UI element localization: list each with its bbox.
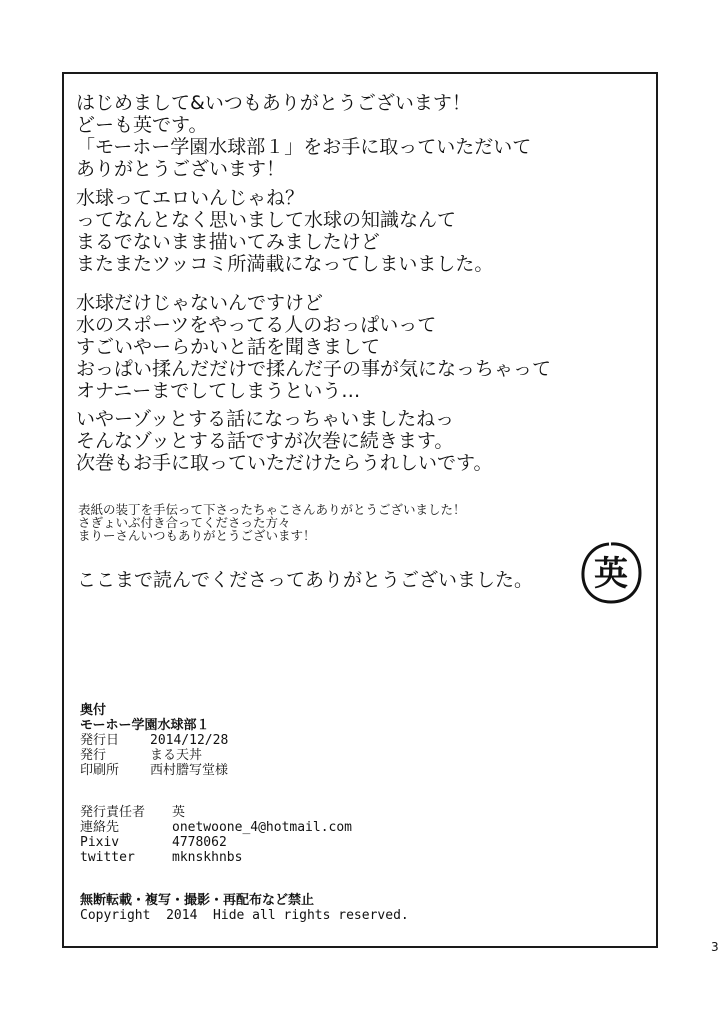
story-paragraph xyxy=(76,292,551,402)
text-line: はじめまして&いつもありがとうございます！ xyxy=(76,92,471,114)
text-line: オナニーまでしてしまうという… xyxy=(76,380,361,402)
text-line: そんなゾッとする話ですが次巻に続きます。 xyxy=(76,430,454,452)
row-label: 発行日 xyxy=(80,733,120,748)
rights-block xyxy=(80,893,409,923)
row-value: onetwoone_4@hotmail.com xyxy=(172,820,353,835)
text-line: いやーゾッとする話になっちゃいましたねっ xyxy=(76,408,455,430)
colophon-row xyxy=(80,850,352,865)
notice-line: 無断転載・複写・撮影・再配布など禁止 xyxy=(80,893,315,908)
text-line: ってなんとなく思いまして水球の知識なんて xyxy=(76,209,457,231)
text-line: 「モーホー学園水球部１」をお手に取っていただいて xyxy=(76,136,532,158)
colophon-title: 奥付 xyxy=(80,703,107,718)
colophon-row xyxy=(80,733,228,748)
row-label: 発行責任者 xyxy=(80,805,146,820)
text-line: 水球だけじゃないんですけど xyxy=(76,292,324,314)
text-line: 水球ってエロいんじゃね？ xyxy=(76,187,305,209)
colophon-row xyxy=(80,763,228,778)
row-label: twitter xyxy=(80,850,135,865)
text-line: すごいやーらかいと話を聞きまして xyxy=(76,336,381,358)
text-line: 水のスポーツをやってる人のおっぱいって xyxy=(76,314,437,336)
contact-block xyxy=(80,805,352,865)
greeting-paragraph xyxy=(76,92,531,180)
text-line: おっぱい揉んだだけで揉んだ子の事が気になっちゃって xyxy=(76,358,552,380)
text-line: またまたツッコミ所満載になってしまいました。 xyxy=(76,253,494,275)
row-value: まる天丼 xyxy=(150,748,203,763)
copyright-line: Copyright 2014 Hide all rights reserved. xyxy=(80,908,409,923)
colophon-row xyxy=(80,835,352,850)
colophon-row xyxy=(80,820,352,835)
row-value: mknskhnbs xyxy=(172,850,243,865)
page-number: 3 xyxy=(711,940,719,954)
next-volume-paragraph xyxy=(76,408,492,474)
text-line: ありがとうございます！ xyxy=(76,158,286,180)
row-label: 印刷所 xyxy=(80,763,120,778)
closing-line: ここまで読んでくださってありがとうございました。 xyxy=(77,569,534,591)
row-value: 2014/12/28 xyxy=(150,733,229,748)
seal-character: 英 xyxy=(594,554,628,594)
text-line: 次巻もお手に取っていただけたらうれしいです。 xyxy=(76,452,493,474)
row-label: 発行 xyxy=(80,748,107,763)
water-polo-paragraph xyxy=(76,187,493,275)
text-line: さぎょいぶ付き合ってくださった方々 xyxy=(78,515,291,530)
text-line: 表紙の装丁を手伝って下さったちゃこさんありがとうございました！ xyxy=(78,502,466,517)
row-value: 4778062 xyxy=(172,835,227,850)
colophon-row xyxy=(80,748,228,763)
book-title: モーホー学園水球部１ xyxy=(80,718,210,733)
row-label: Pixiv xyxy=(80,835,120,850)
text-line: まるでないまま描いてみましたけど xyxy=(76,231,380,253)
text-line: まりーさんいつもありがとうございます！ xyxy=(78,528,316,543)
colophon xyxy=(80,703,228,778)
thanks-block xyxy=(78,503,466,542)
row-value: 英 xyxy=(172,805,186,820)
row-label: 連絡先 xyxy=(80,820,120,835)
colophon-row xyxy=(80,805,352,820)
signature-seal xyxy=(576,538,646,608)
row-value: 西村謄写堂様 xyxy=(150,763,229,778)
text-line: どーも英です。 xyxy=(76,114,208,136)
